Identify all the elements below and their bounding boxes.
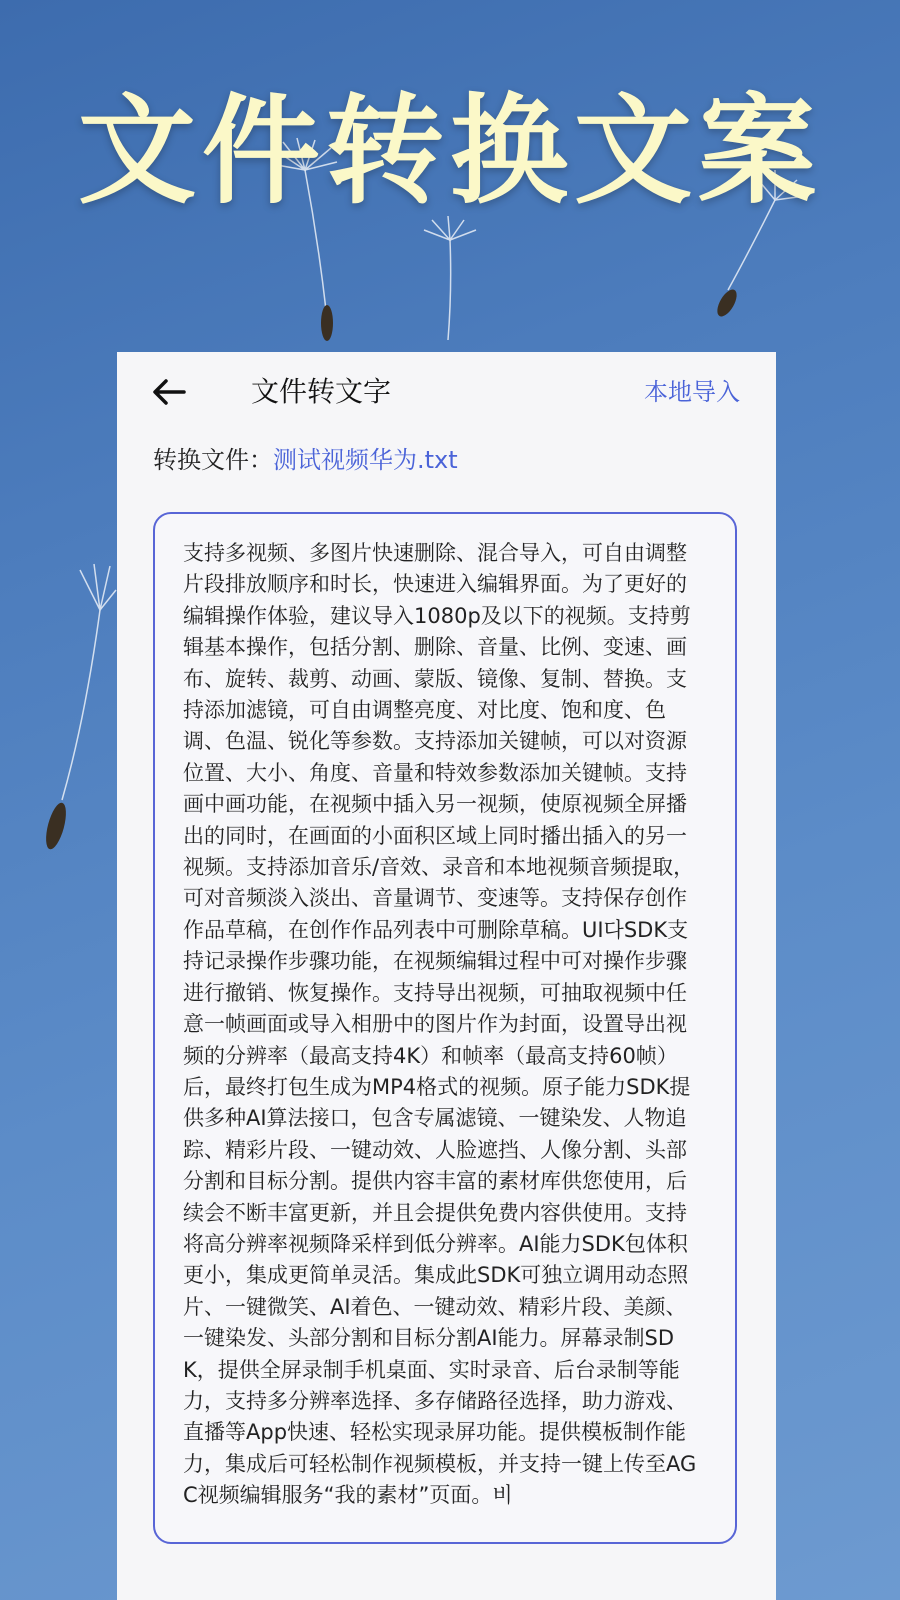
dandelion-seed-icon (62, 564, 116, 800)
app-screen (117, 352, 776, 1600)
dandelion-seed-body-icon (42, 801, 70, 852)
page-title: 文件转文字 (251, 375, 392, 408)
file-name-link[interactable]: 测试视频华为.txt (273, 446, 458, 474)
arrow-left-icon (152, 378, 186, 406)
converted-text: 支持多视频、多图片快速删除、混合导入，可自由调整片段排放顺序和时长，快速进入编辑界面。为了更好的编辑操作体验，建议导入1080p及以下的视频。支持剪辑基本操作，包括分割、删除、音量、比例、变速、画布、旋转、裁剪、动画、蒙版、镜像、复制、替换。支持添加滤镜，可自由调整亮度、对比度、饱和度、色调、色温、锐化等参数。支持添加关键帧，可以对资源位置、大小、角度、音量和特效参数添加关键帧。支持画中画功能，在视频中插入另一视频，使原视频全屏播出的同时，在画面的小面积区域上同时播出插入的另一视频。支持添加音乐/音效、录音和本地视频音频提取，可对音频淡入淡出、音量调节、变速等。支持保存创作作品草稿，在创作作品列表中可删除草稿。UI다SDK支持记录操作步骤功能，在视频编辑过程中可对操作步骤进行撤销、恢复操作。支持导出视频，可抽取视频中任意一帧画面或导入相册中的图片作为封面，设置导出视频的分辨率（最高支持4K）和帧率（最高支持60帧）后，最终打包生成为MP4格式的视频。原子能力SDK提供多种AI算法接口，包含专属滤镜、一键染发、人物追踪、精彩片段、一键动效、人脸遮挡、人像分割、头部分割和目标分割。提供内容丰富的素材库供您使用，后续会不断丰富更新，并且会提供免费内容供使用。支持将高分辨率视频降采样到低分辨率。AI能力SDK包体积更小，集成更简单灵活。集成此SDK可独立调用动态照片、一键微笑、AI着色、一键动效、精彩片段、美颜、一键染发、头部分割和目标分割AI能力。屏幕录制SDK，提供全屏录制手机桌面、实时录音、后台录制等能力，支持多分辨率选择、多存储路径选择，助力游戏、直播等App快速、轻松实现录屏功能。提供模板制作能力，集成后可轻松制作视频模板，并支持一键上传至AGC视频编辑服务“我的素材”页面。비 (183, 541, 697, 1508)
dandelion-seed-body-icon (321, 305, 333, 341)
local-import-button[interactable]: 本地导入 (644, 378, 740, 406)
converted-text-area[interactable] (153, 512, 737, 1544)
dandelion-seed-body-icon (713, 287, 740, 320)
back-button[interactable] (149, 372, 189, 412)
file-label: 转换文件： (153, 446, 273, 474)
dandelion-seed-icon (424, 216, 476, 340)
hero-title: 文件转换文案 (77, 82, 822, 220)
top-bar (117, 352, 776, 432)
file-info (153, 440, 458, 480)
